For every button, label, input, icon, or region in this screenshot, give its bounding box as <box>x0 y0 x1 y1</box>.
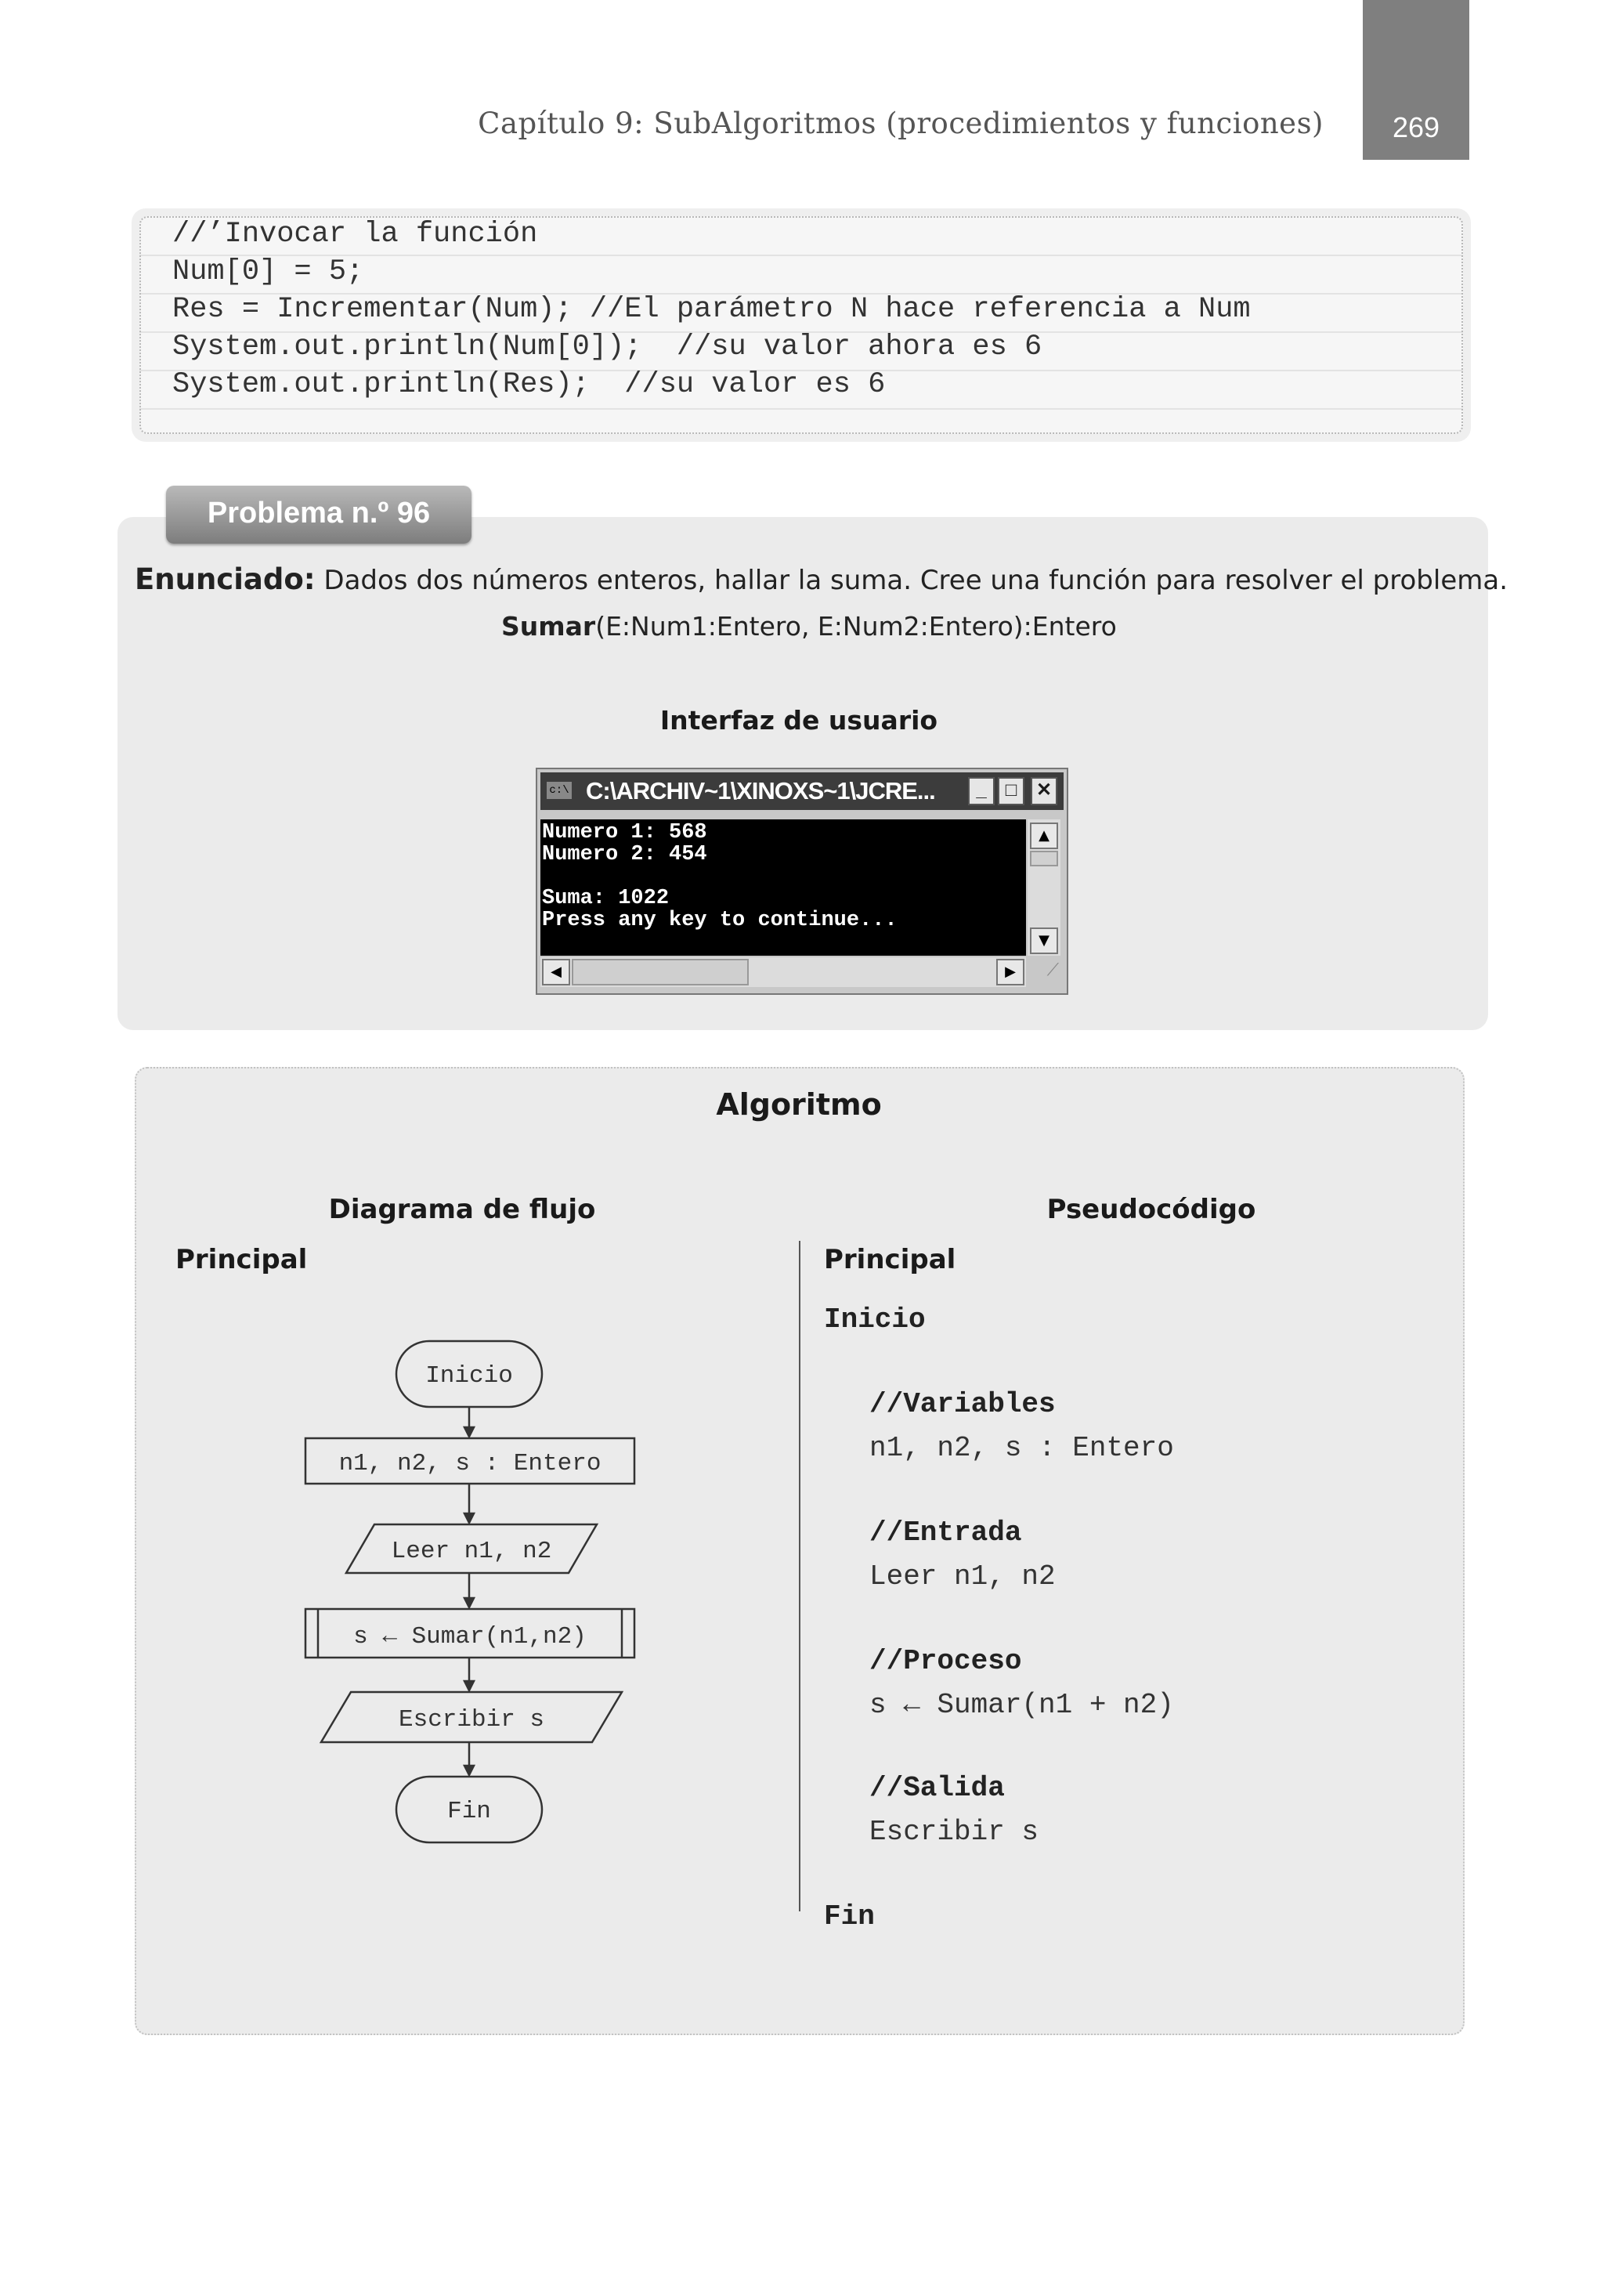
signature-name: Sumar <box>501 611 596 642</box>
function-signature <box>501 611 1117 642</box>
flow-output-text: Escribir s <box>398 1706 545 1734</box>
flowchart-heading: Diagrama de flujo <box>328 1194 596 1225</box>
code-line: System.out.println(Num[0]); //su valor ahora es 6 <box>172 331 1042 363</box>
console-line: Numero 2: 454 <box>542 843 707 866</box>
problem-statement <box>135 562 1508 596</box>
statement-text: Dados dos números enteros, hallar la suma. Cree una función para resolver el problema. <box>315 565 1508 596</box>
arrow-icon <box>464 1598 474 1607</box>
pseudo-output: Escribir s <box>869 1816 1039 1848</box>
console-line: Numero 1: 568 <box>542 821 707 844</box>
close-button[interactable]: ✕ <box>1031 777 1057 805</box>
page-number: 269 <box>1392 111 1440 143</box>
signature-params: (E:Num1:Entero, E:Num2:Entero):Entero <box>595 611 1117 642</box>
arrow-icon <box>464 1681 474 1690</box>
minimize-button[interactable]: _ <box>968 777 995 805</box>
flow-start-text: Inicio <box>425 1362 513 1390</box>
ui-heading: Interfaz de usuario <box>659 705 938 736</box>
window-title: C:\ARCHIV~1\XINOXS~1\JCRE... <box>586 777 935 805</box>
pseudocode-principal-label: Principal <box>824 1244 956 1275</box>
code-line: //’Invocar la función <box>172 218 538 251</box>
flowchart-principal-label: Principal <box>175 1244 308 1275</box>
flow-declare-text: n1, n2, s : Entero <box>338 1450 602 1477</box>
vertical-scroll-thumb[interactable] <box>1030 851 1058 866</box>
pseudo-output-comment: //Salida <box>869 1772 1005 1804</box>
console-icon: c:\ <box>547 782 572 799</box>
pseudo-begin: Inicio <box>824 1303 926 1336</box>
horizontal-scroll-thumb[interactable] <box>572 959 749 985</box>
scroll-left-button[interactable]: ◀ <box>542 959 570 985</box>
pseudo-process: s ← Sumar(n1 + n2) <box>869 1689 1174 1721</box>
column-divider <box>799 1241 800 1911</box>
problem-title: Problema n.º 96 <box>207 497 431 530</box>
statement-label: Enunciado: <box>135 562 316 596</box>
flow-input-text: Leer n1, n2 <box>391 1538 552 1565</box>
chapter-title: Capítulo 9: SubAlgoritmos (procedimientos y funciones) <box>478 107 1324 140</box>
pseudocode-heading: Pseudocódigo <box>1046 1194 1256 1225</box>
scroll-down-button[interactable]: ▼ <box>1030 927 1058 954</box>
resize-grip-icon[interactable]: ⟋ <box>1046 960 1059 980</box>
code-line: Res = Incrementar(Num); //El parámetro N hace referencia a Num <box>172 293 1251 326</box>
code-line: System.out.println(Res); //su valor es 6 <box>172 368 886 401</box>
scroll-right-button[interactable]: ▶ <box>996 959 1024 985</box>
flow-end-text: Fin <box>447 1798 491 1825</box>
console-line: Suma: 1022 <box>542 887 670 910</box>
console-line: Press any key to continue... <box>542 909 898 932</box>
arrow-icon <box>464 1513 474 1523</box>
scroll-up-button[interactable]: ▲ <box>1030 823 1058 849</box>
pseudo-vars: n1, n2, s : Entero <box>869 1432 1174 1464</box>
arrow-icon <box>464 1766 474 1775</box>
pseudo-end: Fin <box>824 1900 875 1933</box>
flow-call-text: s ← Sumar(n1,n2) <box>353 1623 587 1651</box>
pseudo-process-comment: //Proceso <box>869 1645 1022 1677</box>
algorithm-title: Algoritmo <box>716 1087 882 1122</box>
pseudo-input-comment: //Entrada <box>869 1517 1022 1549</box>
code-line: Num[0] = 5; <box>172 255 364 288</box>
maximize-button[interactable]: □ <box>998 777 1024 805</box>
pseudo-input: Leer n1, n2 <box>869 1560 1056 1593</box>
flowchart <box>282 1324 689 1857</box>
arrow-icon <box>464 1427 474 1437</box>
pseudo-vars-comment: //Variables <box>869 1388 1056 1420</box>
